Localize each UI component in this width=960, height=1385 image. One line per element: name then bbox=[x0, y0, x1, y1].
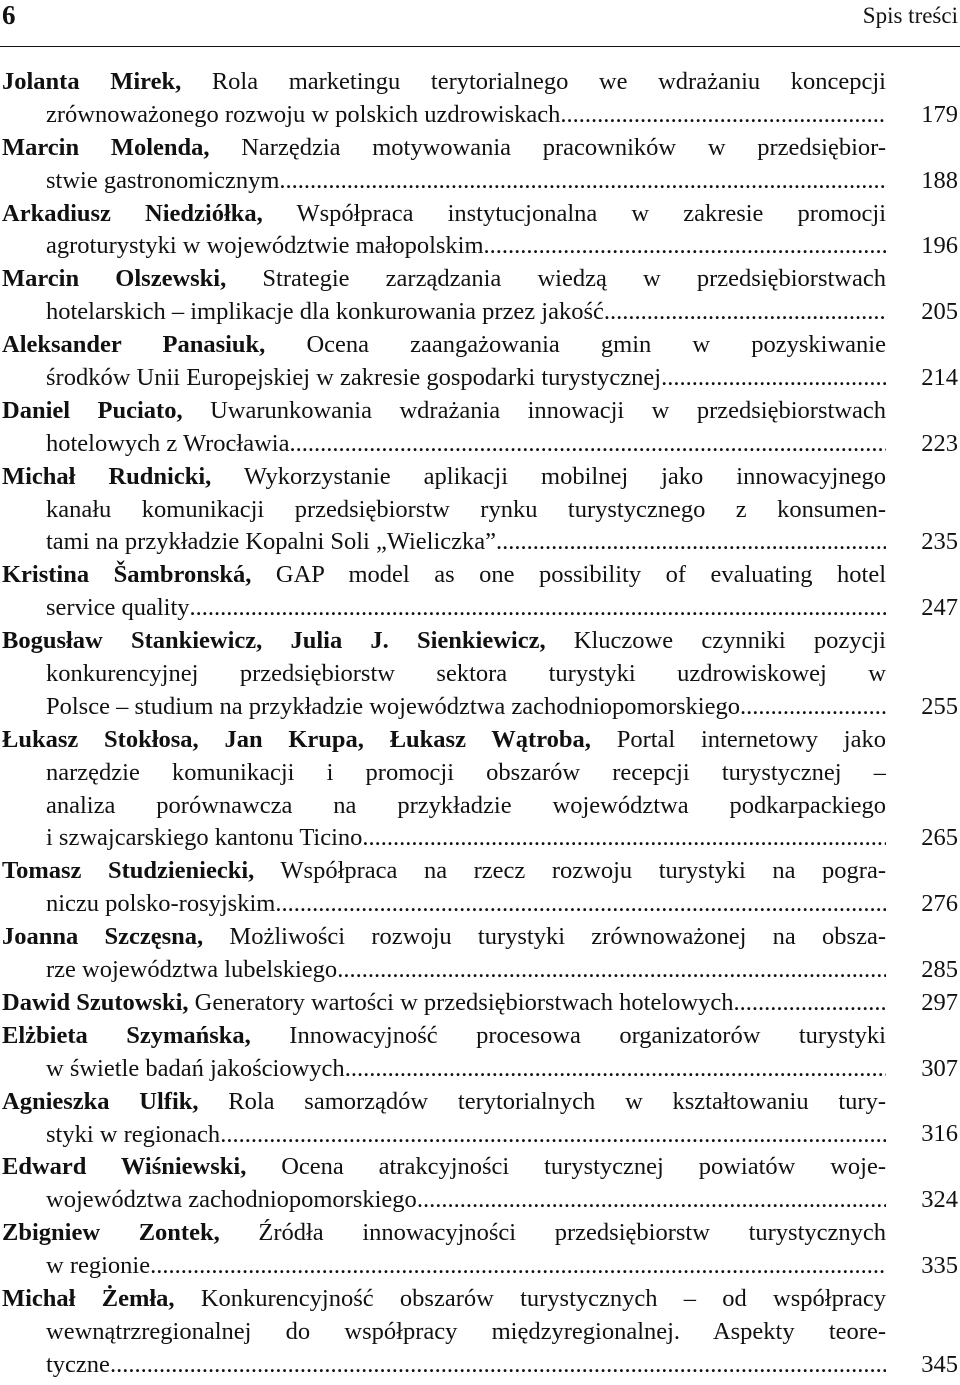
entry-title: Innowacyjność procesowa organizatorów turystyki bbox=[250, 1021, 886, 1049]
toc-line bbox=[0, 757, 886, 790]
entry-page-number: 265 bbox=[921, 824, 958, 852]
toc-line bbox=[0, 99, 886, 132]
entry-title: wewnątrzregionalnej do współpracy międzyregionalnej. Aspekty teore- bbox=[46, 1317, 886, 1345]
toc-line bbox=[0, 822, 886, 855]
toc-line bbox=[0, 198, 886, 231]
toc-line bbox=[0, 395, 886, 428]
leader-dots bbox=[220, 1119, 886, 1152]
toc-line bbox=[0, 888, 886, 921]
entry-title: Rola samorządów terytorialnych w kształtowaniu tury- bbox=[198, 1087, 886, 1115]
entry-author: Tomasz Studzieniecki, bbox=[2, 857, 255, 885]
toc-line bbox=[0, 1053, 886, 1086]
entry-title: Uwarunkowania wdrażania innowacji w przedsiębiorstwach bbox=[182, 396, 886, 424]
entry-author: Kristina Šambronská, bbox=[2, 561, 252, 589]
toc-entry bbox=[0, 1283, 960, 1382]
entry-title: Ocena atrakcyjności turystycznej powiatów woje- bbox=[246, 1153, 886, 1181]
toc-line bbox=[0, 954, 886, 987]
entry-author: Agnieszka Ulfik, bbox=[2, 1087, 199, 1115]
toc-entry bbox=[0, 395, 960, 461]
entry-title: agroturystyki w województwie małopolskim bbox=[46, 232, 484, 260]
toc-line bbox=[0, 1119, 886, 1152]
entry-page-number: 205 bbox=[921, 298, 958, 326]
leader-dots bbox=[733, 987, 886, 1020]
entry-title: w świetle badań jakościowych bbox=[46, 1054, 345, 1082]
toc-line bbox=[0, 592, 886, 625]
entry-title: kanału komunikacji przedsiębiorstw rynku turystycznego z konsumen- bbox=[46, 495, 886, 523]
entry-author: Edward Wiśniewski, bbox=[2, 1153, 247, 1181]
leader-dots bbox=[417, 1184, 886, 1217]
leader-dots bbox=[484, 230, 886, 263]
leader-dots bbox=[150, 1250, 886, 1283]
toc-line bbox=[0, 230, 886, 263]
leader-dots bbox=[110, 1349, 886, 1382]
entry-page-number: 316 bbox=[921, 1120, 958, 1148]
toc-line bbox=[0, 1283, 886, 1316]
entry-title: zrównoważonego rozwoju w polskich uzdrowiskach bbox=[46, 100, 561, 128]
entry-title: stwie gastronomicznym bbox=[46, 166, 280, 194]
entry-title: narzędzie komunikacji i promocji obszarów recepcji turystycznej – bbox=[46, 758, 886, 786]
entry-author: Bogusław Stankiewicz, Julia J. Sienkiewicz, bbox=[2, 627, 546, 655]
entry-author: Dawid Szutowski, bbox=[2, 988, 189, 1016]
entry-page-number: 235 bbox=[921, 528, 958, 556]
leader-dots bbox=[604, 296, 886, 329]
entry-page-number: 307 bbox=[921, 1054, 958, 1082]
entry-title: rze województwa lubelskiego bbox=[46, 956, 338, 984]
toc-entry bbox=[0, 461, 960, 560]
toc-line bbox=[0, 790, 886, 823]
entry-page-number: 188 bbox=[921, 166, 958, 194]
toc-entry bbox=[0, 66, 960, 132]
leader-dots bbox=[345, 1053, 886, 1086]
toc-entry bbox=[0, 329, 960, 395]
toc-line bbox=[0, 329, 886, 362]
toc-line bbox=[0, 1184, 886, 1217]
entry-page-number: 276 bbox=[921, 890, 958, 918]
entry-title: Współpraca na rzecz rozwoju turystyki na pogra- bbox=[254, 857, 886, 885]
entry-title: Współpraca instytucjonalna w zakresie promocji bbox=[262, 199, 886, 227]
entry-title: województwa zachodniopomorskiego bbox=[46, 1186, 417, 1214]
entry-title: środków Unii Europejskiej w zakresie gospodarki turystycznej bbox=[46, 364, 662, 392]
entry-title: tami na przykładzie Kopalni Soli „Wieliczka” bbox=[46, 528, 497, 556]
toc-line bbox=[0, 1316, 886, 1349]
toc-entry bbox=[0, 987, 960, 1020]
toc-line bbox=[0, 296, 886, 329]
leader-dots bbox=[560, 99, 886, 132]
entry-author: Aleksander Panasiuk, bbox=[2, 331, 266, 359]
toc-line bbox=[0, 66, 886, 99]
entry-title: GAP model as one possibility of evaluating hotel bbox=[251, 561, 886, 589]
toc-entry bbox=[0, 559, 960, 625]
page-header bbox=[0, 0, 960, 47]
entry-author: Zbigniew Zontek, bbox=[2, 1219, 220, 1247]
entry-title: i szwajcarskiego kantonu Ticino bbox=[46, 824, 363, 852]
entry-title: Konkurencyjność obszarów turystycznych – od współpracy bbox=[174, 1284, 886, 1312]
entry-author: Michał Żemła, bbox=[2, 1284, 175, 1312]
entry-title: service quality bbox=[46, 594, 190, 622]
entry-author: Michał Rudnicki, bbox=[2, 462, 212, 490]
toc-line bbox=[0, 1151, 886, 1184]
toc-line bbox=[0, 1086, 886, 1119]
toc-line bbox=[0, 1349, 886, 1382]
toc-entry bbox=[0, 1151, 960, 1217]
toc-line bbox=[0, 526, 886, 559]
entry-page-number: 297 bbox=[921, 988, 958, 1016]
entry-author: Elżbieta Szymańska, bbox=[2, 1021, 251, 1049]
entry-page-number: 179 bbox=[921, 100, 958, 128]
entry-page-number: 247 bbox=[921, 594, 958, 622]
toc-line bbox=[0, 461, 886, 494]
toc-line bbox=[0, 724, 886, 757]
entry-title: styki w regionach bbox=[46, 1120, 221, 1148]
toc-line bbox=[0, 263, 886, 296]
entry-page-number: 223 bbox=[921, 429, 958, 457]
toc-entry bbox=[0, 263, 960, 329]
entry-title: Strategie zarządzania wiedzą w przedsiębiorstwach bbox=[226, 265, 886, 293]
leader-dots bbox=[337, 954, 886, 987]
entry-title: Ocena zaangażowania gmin w pozyskiwanie bbox=[265, 331, 886, 359]
entry-author: Łukasz Stokłosa, Jan Krupa, Łukasz Wątroba, bbox=[2, 725, 591, 753]
leader-dots bbox=[496, 526, 886, 559]
toc-entry bbox=[0, 724, 960, 856]
leader-dots bbox=[362, 822, 886, 855]
toc-entry bbox=[0, 1020, 960, 1086]
toc-line bbox=[0, 362, 886, 395]
leader-dots bbox=[740, 691, 886, 724]
toc-entry bbox=[0, 855, 960, 921]
entry-title: w regionie bbox=[46, 1252, 151, 1280]
running-title: Spis treści bbox=[862, 3, 958, 28]
entry-author: Joanna Szczęsna, bbox=[2, 923, 204, 951]
toc-line bbox=[0, 559, 886, 592]
entry-page-number: 345 bbox=[921, 1350, 958, 1378]
entry-title: tyczne bbox=[46, 1350, 110, 1378]
entry-author: Arkadiusz Niedziółka, bbox=[2, 199, 263, 227]
entry-title: Możliwości rozwoju turystyki zrównoważonej na obsza- bbox=[203, 923, 886, 951]
toc-line bbox=[0, 1020, 886, 1053]
toc-line bbox=[0, 625, 886, 658]
toc-entry bbox=[0, 198, 960, 264]
toc-entry bbox=[0, 921, 960, 987]
toc-line bbox=[0, 1217, 886, 1250]
toc-line bbox=[0, 494, 886, 527]
entry-page-number: 285 bbox=[921, 956, 958, 984]
leader-dots bbox=[279, 165, 886, 198]
leader-dots bbox=[661, 362, 886, 395]
page-number: 6 bbox=[2, 0, 16, 30]
toc-entry bbox=[0, 132, 960, 198]
toc-line bbox=[0, 165, 886, 198]
entry-title: analiza porównawcza na przykładzie województwa podkarpackiego bbox=[46, 791, 886, 819]
leader-dots bbox=[275, 888, 886, 921]
toc-line bbox=[0, 691, 886, 724]
entry-title: niczu polsko-rosyjskim bbox=[46, 890, 276, 918]
entry-page-number: 214 bbox=[921, 364, 958, 391]
toc-line bbox=[0, 132, 886, 165]
entry-author: Daniel Puciato, bbox=[2, 396, 183, 424]
toc-line bbox=[0, 428, 886, 461]
entry-title: Kluczowe czynniki pozycji bbox=[545, 627, 886, 655]
toc-line bbox=[0, 987, 886, 1020]
entry-title: konkurencyjnej przedsiębiorstw sektora turystyki uzdrowiskowej w bbox=[46, 660, 886, 688]
toc-line bbox=[0, 1250, 886, 1283]
entry-title: Polsce – studium na przykładzie województwa zachodniopomorskiego bbox=[46, 692, 740, 720]
toc-line bbox=[0, 921, 886, 954]
entry-author: Marcin Molenda, bbox=[2, 133, 210, 161]
entry-author: Marcin Olszewski, bbox=[2, 265, 227, 293]
entry-page-number: 335 bbox=[921, 1252, 958, 1280]
entry-title: Portal internetowy jako bbox=[590, 725, 886, 753]
entry-title: Generatory wartości w przedsiębiorstwach hotelowych bbox=[188, 988, 734, 1016]
entry-title: Narzędzia motywowania pracowników w przedsiębior- bbox=[209, 133, 886, 161]
leader-dots bbox=[190, 592, 886, 625]
entry-author: Jolanta Mirek, bbox=[2, 68, 182, 95]
entry-page-number: 324 bbox=[921, 1186, 958, 1214]
entry-title: Wykorzystanie aplikacji mobilnej jako innowacyjnego bbox=[211, 462, 886, 490]
toc-entry bbox=[0, 625, 960, 724]
toc-entry bbox=[0, 1086, 960, 1152]
entry-title: hotelarskich – implikacje dla konkurowania przez jakość bbox=[46, 298, 604, 326]
leader-dots bbox=[289, 428, 886, 461]
entry-page-number: 196 bbox=[921, 232, 958, 260]
toc-line bbox=[0, 658, 886, 691]
toc-entry bbox=[0, 1217, 960, 1283]
table-of-contents bbox=[0, 66, 960, 1382]
entry-title: Źródła innowacyjności przedsiębiorstw turystycznych bbox=[219, 1219, 886, 1247]
entry-title: hotelowych z Wrocławia bbox=[46, 429, 290, 457]
entry-page-number: 255 bbox=[921, 692, 958, 720]
entry-title: Rola marketingu terytorialnego we wdrażaniu koncepcji bbox=[181, 68, 886, 95]
toc-line bbox=[0, 855, 886, 888]
